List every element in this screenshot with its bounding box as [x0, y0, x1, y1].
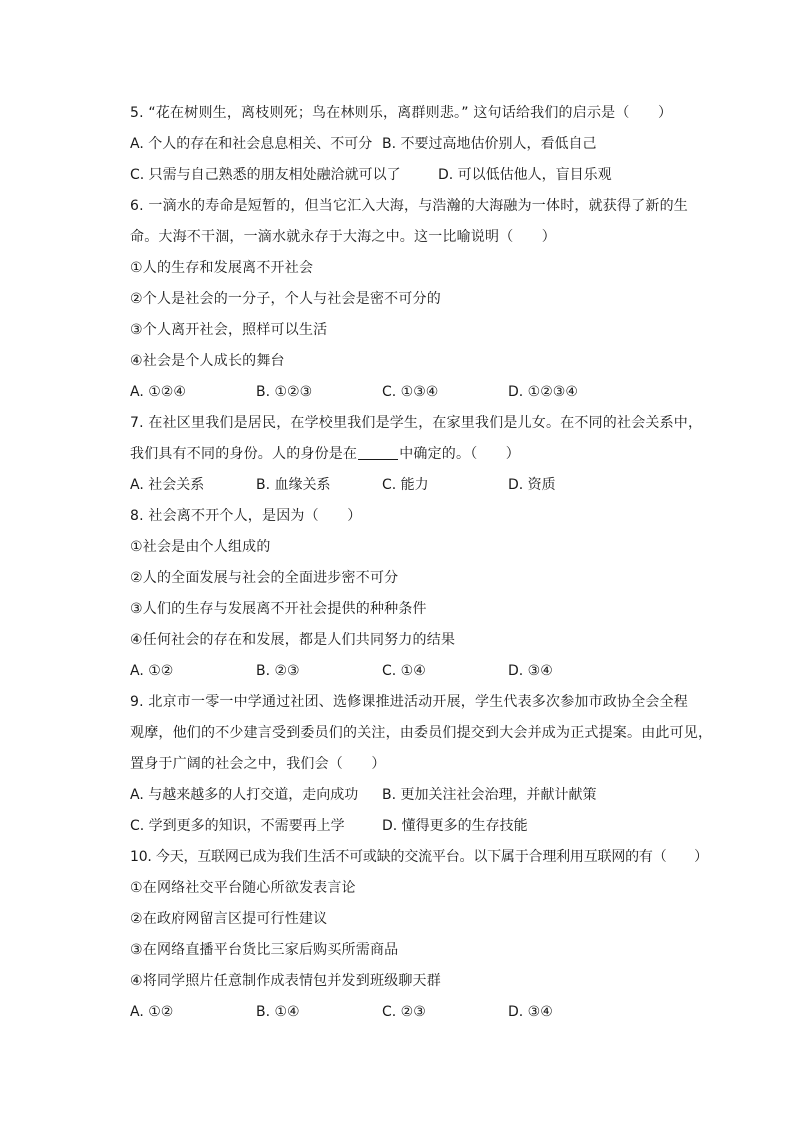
option-a: A. 社会关系 [130, 477, 205, 493]
statement-item: ②个人是社会的一分子，个人与社会是密不可分的 [130, 291, 441, 307]
statement-item: ②人的全面发展与社会的全面进步密不可分 [130, 570, 399, 586]
statement-item: ③人们的生存与发展离不开社会提供的种种条件 [130, 601, 427, 617]
option-row [130, 470, 710, 501]
option-d: D. ③④ [508, 1004, 553, 1020]
question-7 [130, 408, 710, 501]
option-c: C. ②③ [382, 1004, 426, 1020]
question-stem: 6. 一滴水的寿命是短暂的，但当它汇入大海，与浩瀚的大海融为一体时，就获得了新的生 [130, 198, 689, 214]
question-stem: 7. 在社区里我们是居民，在学校里我们是学生，在家里我们是儿女。在不同的社会关系中， [130, 415, 703, 431]
statement-item: ①社会是由个人组成的 [130, 539, 271, 555]
question-stem: 8. 社会离不开个人，是因为（ ） [130, 508, 362, 524]
statement-item: ①人的生存和发展离不开社会 [130, 260, 314, 276]
question-stem: 9. 北京市一零一中学通过社团、选修课推进活动开展，学生代表多次参加市政协全会全程 [130, 694, 689, 710]
option-row [130, 780, 710, 811]
option-b: B. ②③ [256, 663, 300, 679]
question-5 [130, 98, 710, 191]
option-b: B. 血缘关系 [256, 477, 331, 493]
statement-item: ④社会是个人成长的舞台 [130, 353, 285, 369]
statement-item: ①在网络社交平台随心所欲发表言论 [130, 880, 356, 896]
question-9 [130, 687, 713, 842]
option-d: D. 资质 [508, 477, 556, 493]
question-stem: 5. “花在树则生，离枝则死；鸟在林则乐，离群则悲。” 这句话给我们的启示是（ ） [130, 105, 673, 121]
question-stem: 命。大海不干涸，一滴水就永存于大海之中。这一比喻说明（ ） [130, 229, 556, 245]
option-row [130, 377, 710, 408]
question-6 [130, 191, 710, 408]
option-c: C. ①③④ [382, 384, 439, 400]
option-d: D. ③④ [508, 663, 553, 679]
question-8 [130, 501, 710, 687]
option-b: B. ①②③ [256, 384, 313, 400]
statement-item: ④将同学照片任意制作成表情包并发到班级聊天群 [130, 973, 441, 989]
option-row [130, 656, 710, 687]
option-c: C. 学到更多的知识，不需要再上学 [130, 818, 345, 834]
option-a: A. 个人的存在和社会息息相关、不可分 [130, 136, 373, 152]
option-c: C. 只需与自己熟悉的朋友相处融洽就可以了 [130, 167, 401, 183]
statement-item: ③在网络直播平台货比三家后购买所需商品 [130, 942, 399, 958]
question-stem: 10. 今天，互联网已成为我们生活不可或缺的交流平台。以下属于合理利用互联网的有（ ） [130, 849, 708, 865]
question-list [130, 98, 713, 1028]
option-c: C. 能力 [382, 477, 429, 493]
fill-in-blank [358, 445, 398, 460]
option-d: D. 可以低估他人，盲目乐观 [438, 167, 612, 183]
question-stem: 置身于广阔的社会之中，我们会（ ） [130, 756, 386, 772]
option-row [130, 160, 710, 191]
option-a: A. 与越来越多的人打交道，走向成功 [130, 787, 359, 803]
option-c: C. ①④ [382, 663, 426, 679]
statement-item: ②在政府网留言区提可行性建议 [130, 911, 328, 927]
question-stem: 我们具有不同的身份。人的身份是在 中确定的。（ ） [130, 446, 521, 462]
option-d: D. 懂得更多的生存技能 [382, 818, 528, 834]
question-10 [130, 842, 710, 1028]
option-a: A. ①② [130, 1004, 174, 1020]
option-b: B. 更加关注社会治理，并献计献策 [382, 787, 597, 803]
option-row [130, 811, 710, 842]
question-stem: 观摩，他们的不少建言受到委员们的关注，由委员们提交到大会并成为正式提案。由此可见， [130, 725, 713, 741]
option-a: A. ①② [130, 663, 174, 679]
option-b: B. ①④ [256, 1004, 300, 1020]
option-a: A. ①②④ [130, 384, 186, 400]
option-d: D. ①②③④ [508, 384, 578, 400]
option-b: B. 不要过高地估价别人，看低自己 [382, 136, 597, 152]
option-row [130, 129, 710, 160]
statement-item: ③个人离开社会，照样可以生活 [130, 322, 328, 338]
statement-item: ④任何社会的存在和发展，都是人们共同努力的结果 [130, 632, 456, 648]
option-row [130, 997, 710, 1028]
